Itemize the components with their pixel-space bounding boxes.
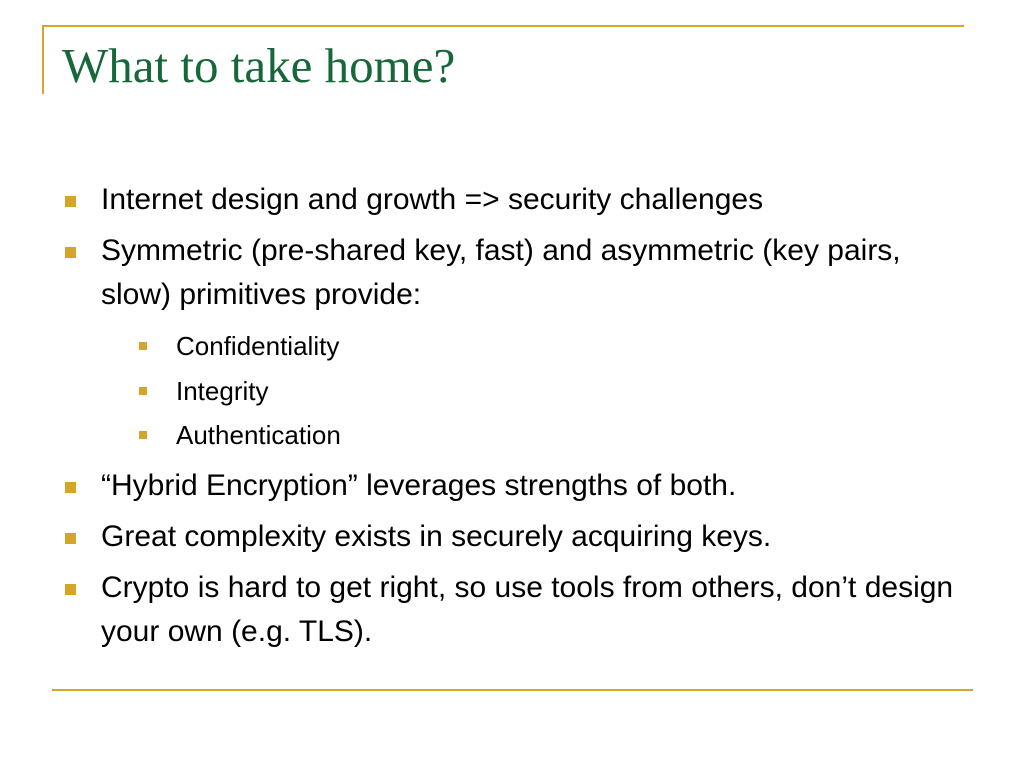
square-bullet-icon [65, 196, 76, 207]
sub-bullet-text: Integrity [176, 375, 269, 406]
bullet-list [60, 178, 960, 317]
bullet-item [60, 515, 960, 559]
slide-title: What to take home? [62, 38, 456, 93]
bullet-text: Symmetric (pre-shared key, fast) and asymmetric (key pairs, slow) primitives provide: [101, 234, 901, 311]
square-bullet-icon [65, 482, 76, 493]
square-bullet-icon [65, 247, 76, 258]
frame-left-rule [42, 25, 44, 94]
frame-top-rule [42, 25, 964, 27]
bullet-text: Crypto is hard to get right, so use tools from others, don’t design your own (e.g. TLS). [101, 570, 954, 648]
square-bullet-icon [65, 584, 76, 595]
sub-bullet-text: Confidentiality [176, 331, 340, 361]
slide-body [60, 178, 960, 661]
sub-bullet-text: Authentication [176, 420, 341, 450]
sub-bullet-list [60, 324, 960, 458]
sub-bullet-item [135, 369, 960, 414]
square-bullet-icon [65, 533, 76, 544]
bullet-text: Internet design and growth => security challenges [101, 183, 764, 216]
sub-bullet-item [135, 413, 960, 458]
bullet-list [60, 464, 960, 654]
bullet-item [60, 178, 960, 222]
sub-bullet-item [135, 324, 960, 369]
square-bullet-icon [139, 342, 147, 350]
bullet-item [60, 566, 960, 654]
bullet-item [60, 464, 960, 508]
frame-bottom-rule [52, 689, 973, 691]
square-bullet-icon [139, 387, 147, 395]
square-bullet-icon [139, 431, 147, 439]
bullet-item [60, 229, 960, 317]
bullet-text: “Hybrid Encryption” leverages strengths of both. [101, 468, 737, 502]
bullet-text: Great complexity exists in securely acquiring keys. [101, 519, 772, 553]
